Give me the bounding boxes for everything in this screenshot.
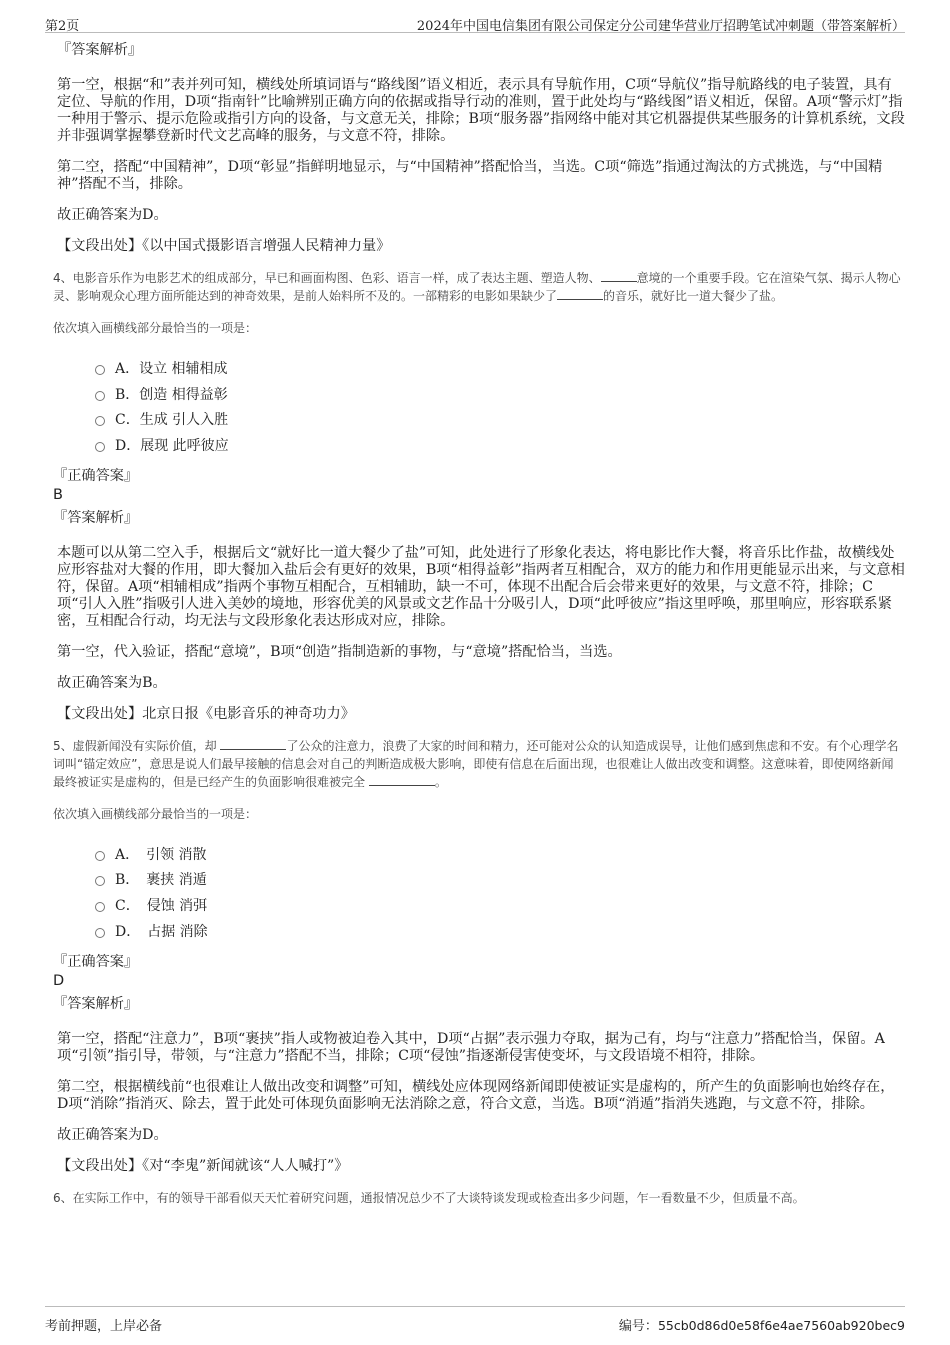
page-number: 第2页 xyxy=(45,19,80,34)
correct-answer: D xyxy=(53,972,65,989)
source-citation: 【文段出处】《对“李鬼”新闻就该“人人喊打”》 xyxy=(57,1157,349,1174)
correct-answer-label: 『正确答案』 xyxy=(53,467,139,484)
analysis-paragraph: 第二空，根据横线前“也很难让人做出改变和调整”可知，横线处应体现网络新闻即使被证实是虚构的，所产生的负面影响也始终存在，D项“消除”指消灭、除去，置于此处可体现负面影响无法消除之意，符合文意，当选。B项“消遁”指消失逃跑，与文意不符，排除。 xyxy=(57,1078,895,1112)
analysis-paragraph: 第一空，根据“和”表并列可知，横线处所填词语与“路线图”语义相近，表示具有导航作用，C项“导航仪”指导航路线的电子装置，具有定位、导航的作用，D项“指南针”比喻辨别正确方向的依据或指导行动的准则，置于此处均与“路线图”语义相近，保留。A项“警示灯”指一种用于警示、提示危险或指引方向的设备，与文意无关，排除；B项“服务器”指网络中能对其它机器提供某些服务的计算机系统，文段并非强调掌握攀登新时代文艺高峰的服务，与文意不符，排除。 xyxy=(57,77,905,144)
footer-slogan: 考前押题，上岸必备 xyxy=(45,1319,163,1334)
conclusion: 故正确答案为D。 xyxy=(57,207,168,223)
option-a[interactable]: A．设立 相辅相成 xyxy=(95,355,905,381)
conclusion: 故正确答案为D。 xyxy=(57,1126,168,1143)
document-body xyxy=(53,42,905,1221)
analysis-label: 『答案解析』 xyxy=(53,509,139,526)
analysis-paragraph: 第二空，搭配“中国精神”，D项“彰显”指鲜明地显示，与“中国精神”搭配恰当，当选。C项“筛选”指通过淘汰的方式挑选，与“中国精神”搭配不当，排除。 xyxy=(57,159,883,192)
page-header xyxy=(45,12,905,33)
question-4-options xyxy=(95,355,905,458)
option-b[interactable]: B．创造 相得益彰 xyxy=(95,381,905,407)
page-footer xyxy=(45,1306,905,1334)
option-d[interactable]: D．展现 此呼彼应 xyxy=(95,432,905,458)
analysis-label: 『答案解析』 xyxy=(57,42,143,58)
option-b[interactable]: B． 裹挟 消遁 xyxy=(95,866,905,892)
radio-icon[interactable] xyxy=(95,876,105,886)
radio-icon[interactable] xyxy=(95,442,105,452)
option-d[interactable]: D． 占据 消除 xyxy=(95,918,905,944)
question-5-prompt: 依次填入画横线部分最恰当的一项是： xyxy=(53,806,258,821)
radio-icon[interactable] xyxy=(95,365,105,375)
radio-icon[interactable] xyxy=(95,391,105,401)
radio-icon[interactable] xyxy=(95,416,105,426)
question-6-text: 6、在实际工作中，有的领导干部看似天天忙着研究问题，通报情况总少不了大谈特谈发现或检查出多少问题，乍一看数量不少，但质量不高。 xyxy=(53,1190,805,1205)
analysis-paragraph: 第一空，搭配“注意力”，B项“裹挟”指人或物被迫卷入其中，D项“占据”表示强力夺取，据为己有，均与“注意力”搭配恰当，保留。A项“引领”指引导，带领，与“注意力”搭配不当，排除；C项“侵蚀”指逐渐侵害使变坏，与文段语境不相符，排除。 xyxy=(57,1030,885,1064)
question-4-text: 4、电影音乐作为电影艺术的组成部分，早已和画面构图、色彩、语言一样，成了表达主题、塑造人物、 意境的一个重要手段。它在渲染气氛、揭示人物心灵、影响观众心理方面所能达到的神奇效果，是前人始料所不及的。一部精彩的电影如果缺少了 的音乐，就好比一道大餐少了盐。 xyxy=(53,271,901,303)
option-a[interactable]: A． 引领 消散 xyxy=(95,841,905,867)
document-title: 2024年中国电信集团有限公司保定分公司建华营业厅招聘笔试冲刺题（带答案解析） xyxy=(416,19,905,34)
document-code: 编号：55cb0d86d0e58f6e4ae7560ab920bec9 xyxy=(618,1318,905,1334)
source-citation: 【文段出处】北京日报《电影音乐的神奇功力》 xyxy=(57,705,355,722)
question-5-options xyxy=(95,841,905,944)
option-c[interactable]: C．生成 引人入胜 xyxy=(95,406,905,432)
radio-icon[interactable] xyxy=(95,928,105,938)
analysis-paragraph: 本题可以从第二空入手，根据后文“就好比一道大餐少了盐”可知，此处进行了形象化表达，将电影比作大餐，将音乐比作盐，故横线处应形容盐对大餐的作用，即大餐加入盐后会有更好的效果，B项“相得益彰”指两者互相配合，双方的能力和作用更能显示出来，与文意相符，保留。A项“相辅相成”指两个事物互相配合，互相辅助，缺一不可，体现不出配合后会带来更好的效果，与文意不符，排除；C项“引人入胜”指吸引人进入美妙的境地，形容优美的风景或文艺作品十分吸引人，D项“此呼彼应”指这里呼唤，那里响应，形容联系紧密，互相配合行动，均无法与文段形象化表达形成对应，排除。 xyxy=(57,544,905,629)
analysis-label: 『答案解析』 xyxy=(53,995,139,1012)
question-5-text: 5、虚假新闻没有实际价值，却 了公众的注意力，浪费了大家的时间和精力，还可能对公众的认知造成误导，让他们感到焦虑和不安。有个心理学名词叫“锚定效应”，意思是说人们最早接触的信息会对自己的判断造成极大影响，即使有信息在后面出现，也很难让人做出改变和调整。这意味着，即使网络新闻最终被证实是虚构的，但是已经产生的负面影响很难被完全 。 xyxy=(53,738,899,789)
correct-answer-label: 『正确答案』 xyxy=(53,953,139,970)
source-citation: 【文段出处】《以中国式摄影语言增强人民精神力量》 xyxy=(57,238,391,254)
radio-icon[interactable] xyxy=(95,851,105,861)
analysis-paragraph: 第一空，代入验证，搭配“意境”，B项“创造”指制造新的事物，与“意境”搭配恰当，当选。 xyxy=(57,643,622,660)
conclusion: 故正确答案为B。 xyxy=(57,674,167,691)
correct-answer: B xyxy=(53,486,63,503)
question-4-prompt: 依次填入画横线部分最恰当的一项是： xyxy=(53,321,258,335)
option-c[interactable]: C． 侵蚀 消弭 xyxy=(95,892,905,918)
radio-icon[interactable] xyxy=(95,902,105,912)
